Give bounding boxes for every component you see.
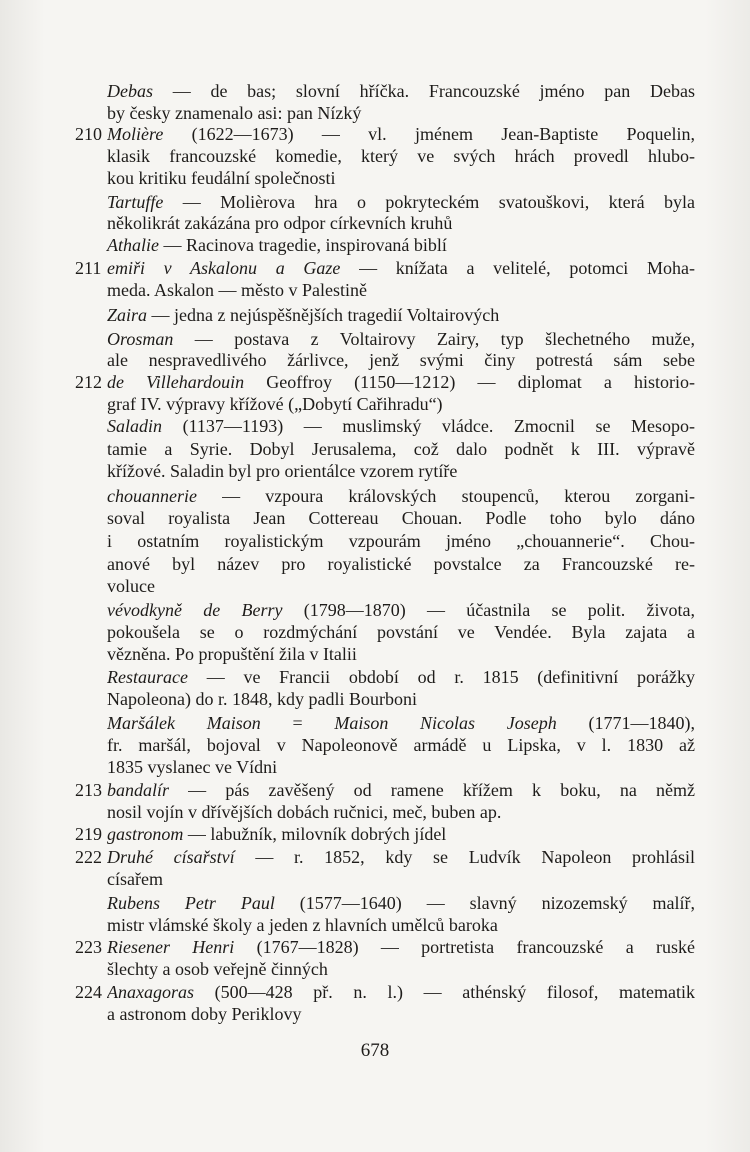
text-line: [107, 102, 695, 124]
note-term: Druhé císařství: [107, 847, 235, 867]
text-line: [107, 123, 695, 145]
note-page-reference: 223: [75, 937, 102, 957]
note-text: (1767—1828) — portretista francouzské a ruské: [234, 937, 695, 957]
note-text: by česky znamenalo asi: pan Nízký: [107, 103, 362, 123]
note-term: Athalie: [107, 235, 159, 255]
note-text: (1771—1840),: [556, 713, 695, 733]
note-text: — jedna z nejúspěšnějších tragedií Voltairových: [147, 305, 500, 325]
note-text: a astronom doby Periklovy: [107, 1004, 302, 1024]
note-term: emiři v Askalonu a Gaze: [107, 258, 341, 278]
note-term: chouannerie: [107, 486, 197, 506]
note-term: Tartuffe: [107, 192, 164, 212]
note-term: Orosman: [107, 329, 174, 349]
note-term: Restaurace: [107, 667, 188, 687]
text-line: [107, 801, 695, 823]
note-text: Napoleona) do r. 1848, kdy padli Bourboni: [107, 689, 417, 709]
note-page-reference: 210: [75, 124, 102, 144]
note-text: — postava z Voltairovy Zairy, typ šlechetného muže,: [173, 329, 695, 349]
note-text: Geoffroy (1150—1212) — diplomat a historio-: [244, 372, 695, 392]
text-line: [107, 575, 695, 597]
text-line: [107, 438, 695, 460]
text-line: [107, 756, 695, 778]
text-line: [107, 1003, 695, 1025]
text-line: [107, 393, 695, 415]
text-line: [107, 304, 695, 326]
note-page-reference: 219: [75, 824, 102, 844]
note-page-reference: 213: [75, 780, 102, 800]
text-line: [107, 212, 695, 234]
note-term: Rubens Petr Paul: [107, 893, 275, 913]
note-text: ale nespravedlivého žárlivce, jenž svými činy potrestá sám sebe: [107, 350, 695, 370]
note-text: klasik francouzské komedie, který ve svých hrách provedl hlubo-: [107, 146, 695, 166]
text-line: [107, 167, 695, 189]
note-text: kou kritiku feudální společnosti: [107, 168, 336, 188]
note-text: (1137—1193) — muslimský vládce. Zmocnil se Mesopo-: [162, 416, 695, 436]
note-term: de Villehardouin: [107, 372, 245, 392]
text-line: [107, 666, 695, 688]
text-line: [107, 779, 695, 801]
text-line: [107, 553, 695, 575]
note-term: Maršálek Maison: [107, 713, 261, 733]
note-text: 1835 vyslanec ve Vídni: [107, 757, 278, 777]
text-line: [107, 328, 695, 350]
text-line: [107, 643, 695, 665]
note-text: — knížata a velitelé, potomci Moha-: [340, 258, 695, 278]
note-text: fr. maršál, bojoval v Napoleonově armádě u Lipska, v l. 1830 až: [107, 735, 695, 755]
text-line: [107, 914, 695, 936]
note-text: — pás zavěšený od ramene křížem k boku, na němž: [169, 780, 695, 800]
note-text: — vzpoura královských stoupenců, kterou zorgani-: [196, 486, 695, 506]
note-term: Riesener Henri: [107, 937, 235, 957]
text-line: [107, 936, 695, 958]
text-line: [107, 530, 695, 552]
text-line: [107, 279, 695, 301]
note-text: mistr vlámské školy a jeden z hlavních umělců baroka: [107, 915, 498, 935]
text-line: [107, 868, 695, 890]
note-text: tamie a Syrie. Dobyl Jerusalema, což dalo podnět k III. výpravě: [107, 439, 695, 459]
note-page-reference: 222: [75, 847, 102, 867]
text-line: [107, 191, 695, 213]
note-term: Debas: [107, 81, 153, 101]
text-line: [107, 621, 695, 643]
note-term: Anaxagoras: [107, 982, 194, 1002]
text-line: [107, 234, 695, 256]
note-term: Zaira: [107, 305, 148, 325]
note-text: graf IV. výpravy křížové („Dobytí Cařihradu“): [107, 394, 443, 414]
note-term: vévodkyně de Berry: [107, 600, 283, 620]
note-text: nosil vojín v dřívějších dobách ručnici, meč, buben ap.: [107, 802, 502, 822]
note-term: gastronom: [107, 824, 184, 844]
note-text: (500—428 př. n. l.) — athénský filosof, matematik: [194, 982, 695, 1002]
note-text: i ostatním royalistickým vzpourám jméno „chouannerie“. Chou-: [107, 531, 695, 551]
note-page-reference: 212: [75, 372, 102, 392]
text-line: [107, 846, 695, 868]
note-term: bandalír: [107, 780, 170, 800]
note-text: pokoušela se o rozdmýchání povstání ve Vendée. Byla zajata a: [107, 622, 695, 642]
note-text: =: [260, 713, 335, 733]
note-text: křížové. Saladin byl pro orientálce vzorem rytíře: [107, 461, 458, 481]
text-line: [107, 507, 695, 529]
note-term: Maison Nicolas Joseph: [334, 713, 557, 733]
note-text: (1577—1640) — slavný nizozemský malíř,: [274, 893, 695, 913]
note-term: Molière: [107, 124, 164, 144]
text-line: [107, 257, 695, 279]
text-line: [107, 371, 695, 393]
text-line: [107, 415, 695, 437]
text-line: [107, 80, 695, 102]
note-text: meda. Askalon — město v Palestině: [107, 280, 367, 300]
note-text: císařem: [107, 869, 163, 889]
text-line: [107, 485, 695, 507]
note-text: vězněna. Po propuštění žila v Italii: [107, 644, 357, 664]
note-text: anové byl název pro royalistické povstalce za Francouzské re-: [107, 554, 695, 574]
note-text: šlechty a osob veřejně činných: [107, 959, 328, 979]
note-text: — ve Francii období od r. 1815 (definitivní porážky: [187, 667, 695, 687]
note-text: — de bas; slovní hříčka. Francouzské jméno pan Debas: [153, 81, 695, 101]
text-line: [107, 688, 695, 710]
note-text: — r. 1852, kdy se Ludvík Napoleon prohlásil: [234, 847, 695, 867]
text-line: [107, 734, 695, 756]
text-line: [107, 712, 695, 734]
text-line: [107, 145, 695, 167]
text-line: [107, 892, 695, 914]
note-page-reference: 224: [75, 982, 102, 1002]
note-text: soval royalista Jean Cottereau Chouan. Podle toho bylo dáno: [107, 508, 695, 528]
note-text: několikrát zakázána pro odpor církevních kruhů: [107, 213, 453, 233]
text-line: [107, 349, 695, 371]
page-number: 678: [360, 1040, 390, 1061]
note-text: — Racinova tragedie, inspirovaná biblí: [159, 235, 447, 255]
note-text: (1798—1870) — účastnila se polit. života,: [282, 600, 695, 620]
text-line: [107, 823, 695, 845]
text-line: [107, 460, 695, 482]
text-line: [107, 981, 695, 1003]
note-term: Saladin: [107, 416, 163, 436]
note-text: voluce: [107, 576, 155, 596]
note-text: — Molièrova hra o pokryteckém svatouškovi, která byla: [163, 192, 695, 212]
note-text: (1622—1673) — vl. jménem Jean-Baptiste Poquelin,: [163, 124, 695, 144]
text-line: [107, 958, 695, 980]
note-text: — labužník, milovník dobrých jídel: [183, 824, 447, 844]
note-page-reference: 211: [75, 258, 102, 278]
text-line: [107, 599, 695, 621]
